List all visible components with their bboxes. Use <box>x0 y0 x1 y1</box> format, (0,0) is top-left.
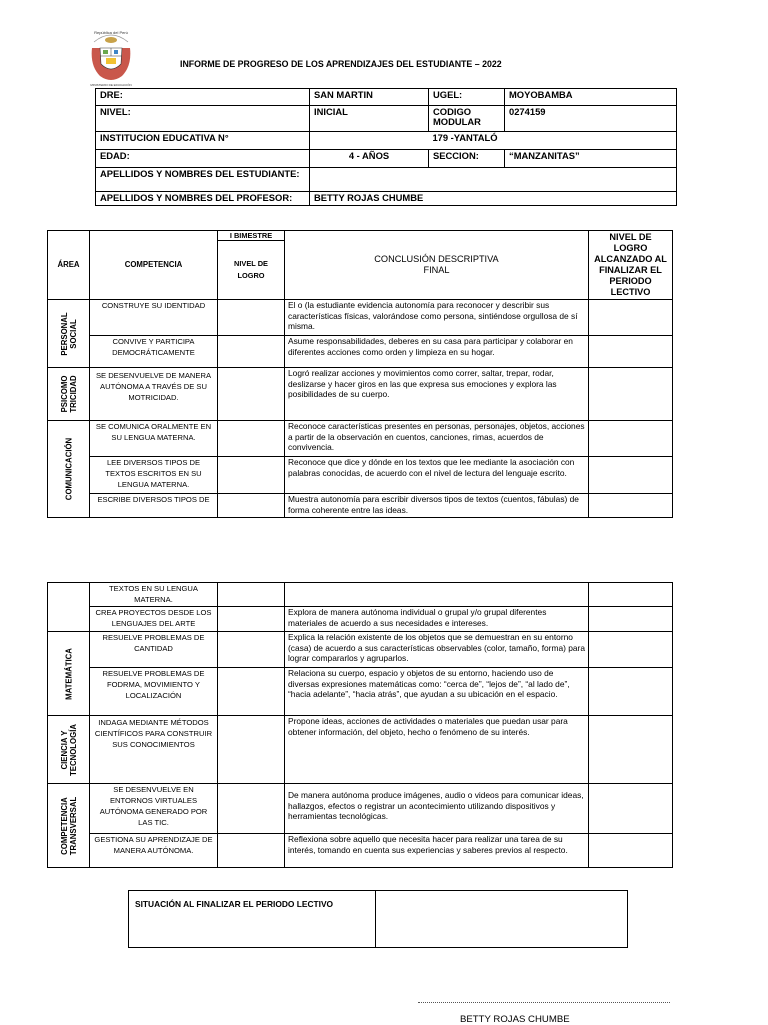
conclusion-cell: Explica la relación existente de los objetos que se demuestran en su entorno (casa) de acuerdo a sus características observables (color, tamaño, forma) para lograr compararlos y agruparlos. <box>285 632 589 668</box>
nivel-logro-cell <box>218 368 285 421</box>
competencia-cell: CREA PROYECTOS DESDE LOS LENGUAJES DEL ARTE <box>90 607 218 632</box>
situacion-value <box>376 891 628 948</box>
codigo-value: 0274159 <box>505 106 677 132</box>
conclusion-cell: Explora de manera autónoma individual o grupal y/o grupal diferentes materiales de acuerdo a sus necesidades e intereses. <box>285 607 589 632</box>
codigo-label: CODIGO MODULAR <box>429 106 505 132</box>
competencia-cell: RESUELVE PROBLEMAS DE CANTIDAD <box>90 632 218 668</box>
header-nivel-final: NIVEL DE LOGRO ALCANZADO AL FINALIZAR EL PERIODO LECTIVO <box>589 231 673 300</box>
nivel-final-cell <box>589 668 673 716</box>
conclusion-cell: Logró realizar acciones y movimientos como correr, saltar, trepar, rodar, deslizarse y hacer giros en las que expresa sus emociones y explora las posibilidades de su cuerpo. <box>285 368 589 421</box>
conclusion-cell: Reflexiona sobre aquello que necesita hacer para realizar una tarea de su interés, tomando en cuenta sus experiencias y saberes previos al respecto. <box>285 834 589 868</box>
svg-text:República del Perú: República del Perú <box>94 30 128 35</box>
estudiante-label: APELLIDOS Y NOMBRES DEL ESTUDIANTE: <box>96 168 310 192</box>
competencia-cell: SE COMUNICA ORALMENTE EN SU LENGUA MATERNA. <box>90 421 218 457</box>
nivel-logro-cell <box>218 668 285 716</box>
nivel-final-cell <box>589 632 673 668</box>
situacion-final-table <box>128 890 628 948</box>
profesor-label: APELLIDOS Y NOMBRES DEL PROFESOR: <box>96 192 310 206</box>
situacion-label: SITUACIÓN AL FINALIZAR EL PERIODO LECTIVO <box>129 891 376 948</box>
peru-crest-logo <box>86 26 136 88</box>
nivel-logro-cell <box>218 494 285 518</box>
nivel-logro-cell <box>218 421 285 457</box>
ugel-value: MOYOBAMBA <box>505 89 677 106</box>
area-comunicacion: COMUNICACIÓN <box>48 421 90 518</box>
competencia-cell: CONSTRUYE SU IDENTIDAD <box>90 300 218 336</box>
nivel-final-cell <box>589 834 673 868</box>
profesor-value: BETTY ROJAS CHUMBE <box>310 192 677 206</box>
nivel-final-cell <box>589 716 673 784</box>
competencia-cell: TEXTOS EN SU LENGUA MATERNA. <box>90 583 218 607</box>
page-title: INFORME DE PROGRESO DE LOS APRENDIZAJES DEL ESTUDIANTE – 2022 <box>180 59 502 69</box>
nivel-value: INICIAL <box>310 106 429 132</box>
nivel-logro-cell <box>218 336 285 368</box>
area-psicomotricidad: PSICOMO TRICIDAD <box>48 368 90 421</box>
area-personal-social: PERSONAL SOCIAL <box>48 300 90 368</box>
nivel-final-cell <box>589 421 673 457</box>
nivel-logro-cell <box>218 583 285 607</box>
dre-value: SAN MARTIN <box>310 89 429 106</box>
nivel-final-cell <box>589 784 673 834</box>
nivel-final-cell <box>589 300 673 336</box>
nivel-logro-cell <box>218 784 285 834</box>
signature-name: BETTY ROJAS CHUMBE <box>460 1014 570 1025</box>
seccion-label: SECCION: <box>429 150 505 168</box>
nivel-logro-cell <box>218 607 285 632</box>
header-area: ÁREA <box>48 231 90 300</box>
student-info-table <box>95 88 677 206</box>
svg-text:MINISTERIO DE EDUCACIÓN: MINISTERIO DE EDUCACIÓN <box>90 83 132 87</box>
nivel-logro-cell <box>218 457 285 494</box>
ugel-label: UGEL: <box>429 89 505 106</box>
area-comunicacion-continued <box>48 583 90 632</box>
nivel-logro-cell <box>218 632 285 668</box>
header-competencia: COMPETENCIA <box>90 231 218 300</box>
conclusion-cell <box>285 583 589 607</box>
nivel-logro-cell <box>218 834 285 868</box>
edad-value: 4 - AÑOS <box>310 150 429 168</box>
nivel-logro-cell <box>218 300 285 336</box>
competencias-table-page2 <box>47 582 673 868</box>
nivel-final-cell <box>589 368 673 421</box>
competencia-cell: ESCRIBE DIVERSOS TIPOS DE <box>90 494 218 518</box>
competencia-cell: RESUELVE PROBLEMAS DE FODRMA, MOVIMIENTO Y LOCALIZACIÓN <box>90 668 218 716</box>
header-bimestre: I BIMESTRE <box>218 231 285 241</box>
competencia-cell: GESTIONA SU APRENDIZAJE DE MANERA AUTÓNOMA. <box>90 834 218 868</box>
header-conclusion: CONCLUSIÓN DESCRIPTIVA FINAL <box>285 231 589 300</box>
conclusion-cell: Relaciona su cuerpo, espacio y objetos de su entorno, haciendo uso de diversas expresiones matemáticas como: “cerca de”, “lejos de”, “al lado de”, “hacia adelante”, “hacia atrás”, que ayudan a su ubicación en el espacio. <box>285 668 589 716</box>
header-nivel-logro: NIVEL DE LOGRO <box>218 241 285 300</box>
conclusion-cell: Muestra autonomía para escribir diversos tipos de textos (cuentos, fábulas) de forma coherente entre las ideas. <box>285 494 589 518</box>
conclusion-cell: Propone ideas, acciones de actividades o materiales que puedan usar para obtener información, del objeto, hecho o fenómeno de su interés. <box>285 716 589 784</box>
nivel-final-cell <box>589 607 673 632</box>
estudiante-value <box>310 168 677 192</box>
conclusion-cell: De manera autónoma produce imágenes, audio o videos para comunicar ideas, hallazgos, efectos o registrar un acontecimiento utilizando dispositivos y herramientas tecnológicas. <box>285 784 589 834</box>
nivel-final-cell <box>589 457 673 494</box>
edad-label: EDAD: <box>96 150 310 168</box>
institucion-value: 179 -YANTALÓ <box>310 132 677 150</box>
competencia-cell: SE DESENVUELVE DE MANERA AUTÓNOMA A TRAVÉS DE SU MOTRICIDAD. <box>90 368 218 421</box>
nivel-final-cell <box>589 336 673 368</box>
competencia-cell: CONVIVE Y PARTICIPA DEMOCRÁTICAMENTE <box>90 336 218 368</box>
seccion-value: “MANZANITAS” <box>505 150 677 168</box>
competencias-table-page1 <box>47 230 673 518</box>
conclusion-cell: Reconoce características presentes en personas, personajes, objetos, acciones a partir de la observación en cuentos, canciones, rimas, acuerdos de convivencia. <box>285 421 589 457</box>
institucion-label: INSTITUCION EDUCATIVA N° <box>96 132 310 150</box>
nivel-final-cell <box>589 494 673 518</box>
signature-line <box>418 1002 670 1003</box>
area-ciencia-tecnologia: CIENCIA Y TECNOLOGÍA <box>48 716 90 784</box>
area-matematica: MATEMÁTICA <box>48 632 90 716</box>
competencia-cell: SE DESENVUELVE EN ENTORNOS VIRTUALES AUTÓNOMA GENERADO POR LAS TIC. <box>90 784 218 834</box>
nivel-logro-cell <box>218 716 285 784</box>
area-competencia-transversal: COMPETENCIA TRANSVERSAL <box>48 784 90 868</box>
nivel-final-cell <box>589 583 673 607</box>
nivel-label: NIVEL: <box>96 106 310 132</box>
competencia-cell: LEE DIVERSOS TIPOS DE TEXTOS ESCRITOS EN SU LENGUA MATERNA. <box>90 457 218 494</box>
competencia-cell: INDAGA MEDIANTE MÉTODOS CIENTÍFICOS PARA CONSTRUIR SUS CONOCIMIENTOS <box>90 716 218 784</box>
dre-label: DRE: <box>96 89 310 106</box>
conclusion-cell: El o (la estudiante evidencia autonomía para reconocer y describir sus características físicas, valorándose como persona, sintiéndose orgullosa de sí misma. <box>285 300 589 336</box>
conclusion-cell: Reconoce que dice y dónde en los textos que lee mediante la asociación con palabras conocidas, de acuerdo con el nivel de lectura del lenguaje escrito. <box>285 457 589 494</box>
conclusion-cell: Asume responsabilidades, deberes en su casa para participar y colaborar en diferentes acciones como orden y limpieza en su hogar. <box>285 336 589 368</box>
